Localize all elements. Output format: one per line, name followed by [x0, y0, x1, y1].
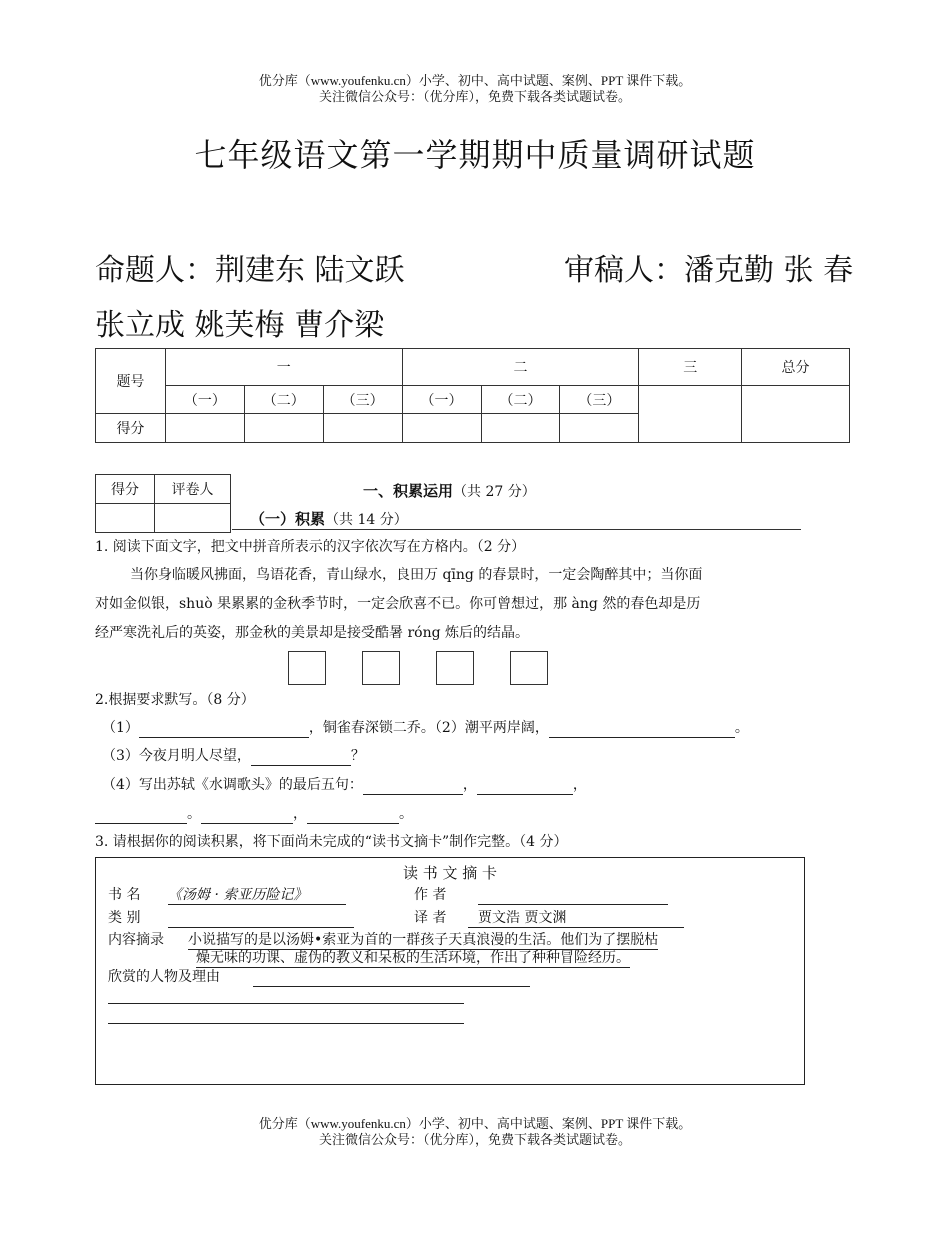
cell-part-2: 二: [402, 349, 639, 386]
q2-end-3: ？: [350, 748, 365, 764]
blank-8[interactable]: [307, 807, 399, 824]
q2-line-2: [102, 746, 365, 766]
q1-prompt: 1. 阅读下面文字，把文中拼音所表示的汉字依次写在方格内。（2 分）: [95, 539, 526, 555]
grader-score-label: 得分: [96, 475, 155, 504]
cell-score-total[interactable]: [742, 386, 850, 443]
cell-defen: 得分: [96, 414, 166, 443]
page-title: 七年级语文第一学期期中质量调研试题: [194, 136, 756, 174]
card-summary-label: 内容摘录: [108, 932, 164, 948]
section-1-points: （共 27 分）: [453, 484, 536, 500]
card-line-blank-2[interactable]: [108, 1010, 464, 1024]
subsection-1-points: （共 14 分）: [325, 512, 408, 528]
grader-table: [95, 474, 231, 533]
q2-comma: ，: [462, 777, 477, 793]
answer-box-3[interactable]: [436, 651, 474, 685]
card-author-blank[interactable]: [478, 886, 668, 905]
cell-sub: （三）: [560, 386, 639, 414]
card-genre-blank[interactable]: [168, 909, 354, 928]
answer-box-4[interactable]: [510, 651, 548, 685]
subsection-1-heading: [250, 508, 408, 529]
card-appreciate-label: 欣赏的人物及理由: [108, 969, 220, 985]
header-line-1: 优分库（www.youfenku.cn）小学、初中、高中试题、案例、PPT 课件下载。: [258, 73, 692, 88]
q2-text-3: （3）今夜月明人尽望，: [102, 748, 251, 764]
reviewer-line: 审稿人：潘克勤 张 春: [564, 253, 854, 288]
reading-card: [95, 857, 805, 1085]
blank-1[interactable]: [139, 721, 309, 738]
section-divider: [232, 529, 801, 530]
blank-5[interactable]: [477, 778, 573, 795]
card-summary-2: 燥无味的功课、虚伪的教义和呆板的生活环境，作出了种种冒险经历。: [196, 950, 630, 966]
blank-6[interactable]: [95, 807, 187, 824]
q2-line-4: [95, 804, 413, 824]
cell-sub: （一）: [165, 386, 244, 414]
cell-sub: （二）: [244, 386, 323, 414]
setter-line: 命题人：荆建东 陆文跃: [95, 253, 405, 288]
q2-comma: ，: [293, 806, 307, 822]
header-line-2: 关注微信公众号：（优分库），免费下载各类试题试卷。: [318, 89, 631, 104]
answer-box-1[interactable]: [288, 651, 326, 685]
cell-score[interactable]: [560, 414, 639, 443]
grader-name-cell[interactable]: [155, 504, 231, 533]
blank-4[interactable]: [363, 778, 463, 795]
subsection-1-title: （一）积累: [250, 510, 326, 528]
card-book-value: 《汤姆 · 索亚历险记》: [168, 886, 346, 905]
cell-score[interactable]: [165, 414, 244, 443]
reviewer-line-2: 张立成 姚芙梅 曹介梁: [95, 308, 385, 343]
score-table: [95, 348, 850, 443]
card-author-label: 作 者: [414, 887, 447, 903]
footer-line-1: 优分库（www.youfenku.cn）小学、初中、高中试题、案例、PPT 课件下载。: [258, 1116, 692, 1131]
q2-line-3: [102, 775, 587, 795]
card-book-label: 书 名: [108, 887, 141, 903]
cell-score-3[interactable]: [639, 386, 742, 443]
cell-score[interactable]: [481, 414, 560, 443]
answer-box-2[interactable]: [362, 651, 400, 685]
q2-text-1: ，铜雀春深锁二乔。（2）潮平两岸阔，: [308, 720, 549, 736]
q2-label-1: （1）: [102, 720, 139, 736]
q2-line-1: [102, 718, 749, 738]
footer-line-2: 关注微信公众号：（优分库），免费下载各类试题试卷。: [318, 1132, 631, 1147]
grader-label: 评卷人: [155, 475, 231, 504]
blank-7[interactable]: [201, 807, 293, 824]
q1-para-2: 对如金似银，shuò 果累累的金秋季节时，一定会欣喜不已。你可曾想过，那 àng 然的春色却是历: [95, 596, 701, 612]
q2-period: 。: [187, 806, 201, 822]
card-title: 读 书 文 摘 卡: [402, 864, 498, 882]
grader-score-cell[interactable]: [96, 504, 155, 533]
card-appreciate-blank[interactable]: [253, 968, 530, 987]
blank-3[interactable]: [251, 749, 351, 766]
card-translator-label: 译 者: [414, 910, 447, 926]
cell-part-1: 一: [165, 349, 402, 386]
cell-part-3: 三: [639, 349, 742, 386]
cell-score[interactable]: [244, 414, 323, 443]
cell-total: 总分: [742, 349, 850, 386]
card-genre-label: 类 别: [108, 910, 141, 926]
cell-score[interactable]: [323, 414, 402, 443]
section-1-heading: [363, 480, 536, 501]
cell-sub: （一）: [402, 386, 481, 414]
cell-tihao: 题号: [96, 349, 166, 414]
q3-prompt: 3. 请根据你的阅读积累，将下面尚未完成的“读书文摘卡”制作完整。（4 分）: [95, 834, 568, 850]
q1-para-1: 当你身临暖风拂面，鸟语花香，青山绿水，良田万 qīng 的春景时，一定会陶醉其中；当你面: [130, 567, 703, 583]
section-1-title: 一、积累运用: [363, 482, 454, 500]
q2-end-1: 。: [734, 720, 749, 736]
q2-comma: ，: [572, 777, 587, 793]
card-summary-1: 小说描写的是以汤姆•索亚为首的一群孩子天真浪漫的生活。他们为了摆脱枯: [188, 932, 659, 948]
card-translator-value: 贾文浩 贾文渊: [468, 909, 684, 928]
q2-text-4: （4）写出苏轼《水调歌头》的最后五句：: [102, 777, 363, 793]
cell-sub: （二）: [481, 386, 560, 414]
cell-score[interactable]: [402, 414, 481, 443]
blank-2[interactable]: [549, 721, 735, 738]
card-line-blank-1[interactable]: [108, 990, 464, 1004]
cell-sub: （三）: [323, 386, 402, 414]
q2-prompt: 2.根据要求默写。（8 分）: [95, 692, 255, 708]
q2-period: 。: [399, 806, 413, 822]
q1-para-3: 经严寒洗礼后的英姿，那金秋的美景却是接受酷暑 róng 炼后的结晶。: [95, 625, 529, 641]
